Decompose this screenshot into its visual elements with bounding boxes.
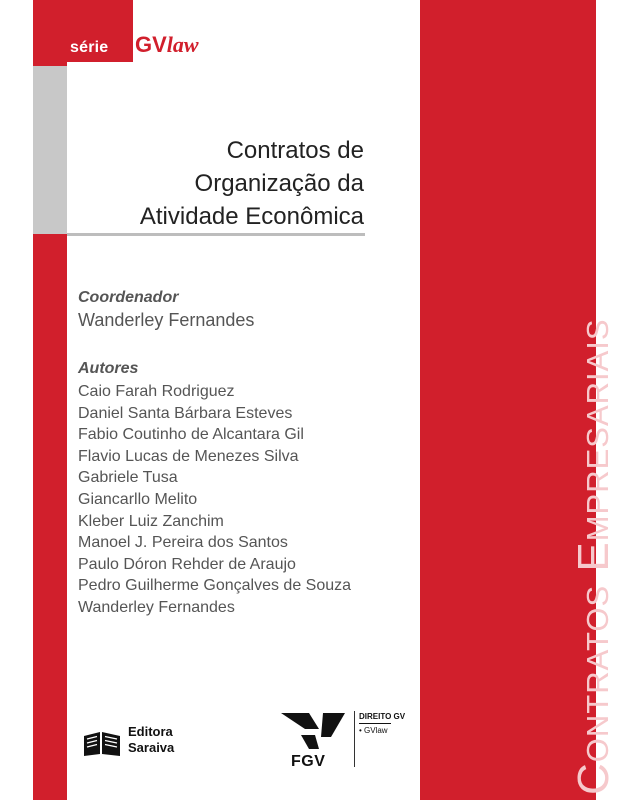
direito-gv-logo bbox=[359, 711, 405, 736]
fgv-label: FGV bbox=[291, 753, 326, 770]
logo-divider bbox=[354, 711, 355, 767]
series-brand-law: law bbox=[166, 32, 199, 57]
author-name: Giancarllo Melito bbox=[78, 490, 198, 508]
publisher-line: Saraiva bbox=[128, 740, 175, 755]
author-name: Daniel Santa Bárbara Esteves bbox=[78, 404, 293, 422]
series-brand bbox=[135, 30, 199, 60]
book-title-line: Organização da bbox=[194, 170, 364, 197]
fgv-logo bbox=[279, 711, 349, 777]
fgv-emblem-icon bbox=[279, 711, 349, 753]
author-name: Paulo Dóron Rehder de Araujo bbox=[78, 555, 296, 573]
school-name: DIREITO GV bbox=[359, 712, 406, 721]
author-name: Flavio Lucas de Menezes Silva bbox=[78, 447, 299, 465]
author-name: Wanderley Fernandes bbox=[78, 598, 235, 616]
book-title-line: Contratos de bbox=[226, 137, 364, 164]
school-program: • GVlaw bbox=[359, 726, 388, 735]
title-divider bbox=[67, 233, 365, 236]
spine-title: Contratos Empresariais bbox=[569, 318, 618, 795]
author-name: Kleber Luiz Zanchim bbox=[78, 512, 224, 530]
author-name: Pedro Guilherme Gonçalves de Souza bbox=[78, 577, 352, 595]
author-name: Fabio Coutinho de Alcantara Gil bbox=[78, 426, 304, 444]
coordinator-name: Wanderley Fernandes bbox=[78, 310, 255, 330]
book-title bbox=[100, 134, 364, 233]
school-rule bbox=[359, 723, 391, 724]
left-margin bbox=[0, 0, 33, 800]
series-prefix: série bbox=[70, 39, 109, 56]
grey-accent-block bbox=[33, 66, 67, 234]
publisher-logo bbox=[82, 722, 202, 762]
authors-label: Autores bbox=[78, 360, 139, 377]
author-name: Caio Farah Rodriguez bbox=[78, 383, 235, 400]
book-title-line: Atividade Econômica bbox=[139, 203, 364, 230]
open-book-icon bbox=[82, 730, 122, 758]
series-brand-gv: GV bbox=[135, 32, 167, 57]
coordinator-label: Coordenador bbox=[78, 289, 179, 306]
publisher-name bbox=[128, 724, 174, 756]
authors-list bbox=[78, 381, 351, 619]
author-name: Gabriele Tusa bbox=[78, 469, 178, 487]
publisher-line: Editora bbox=[128, 724, 173, 739]
author-name: Manoel J. Pereira dos Santos bbox=[78, 534, 288, 552]
